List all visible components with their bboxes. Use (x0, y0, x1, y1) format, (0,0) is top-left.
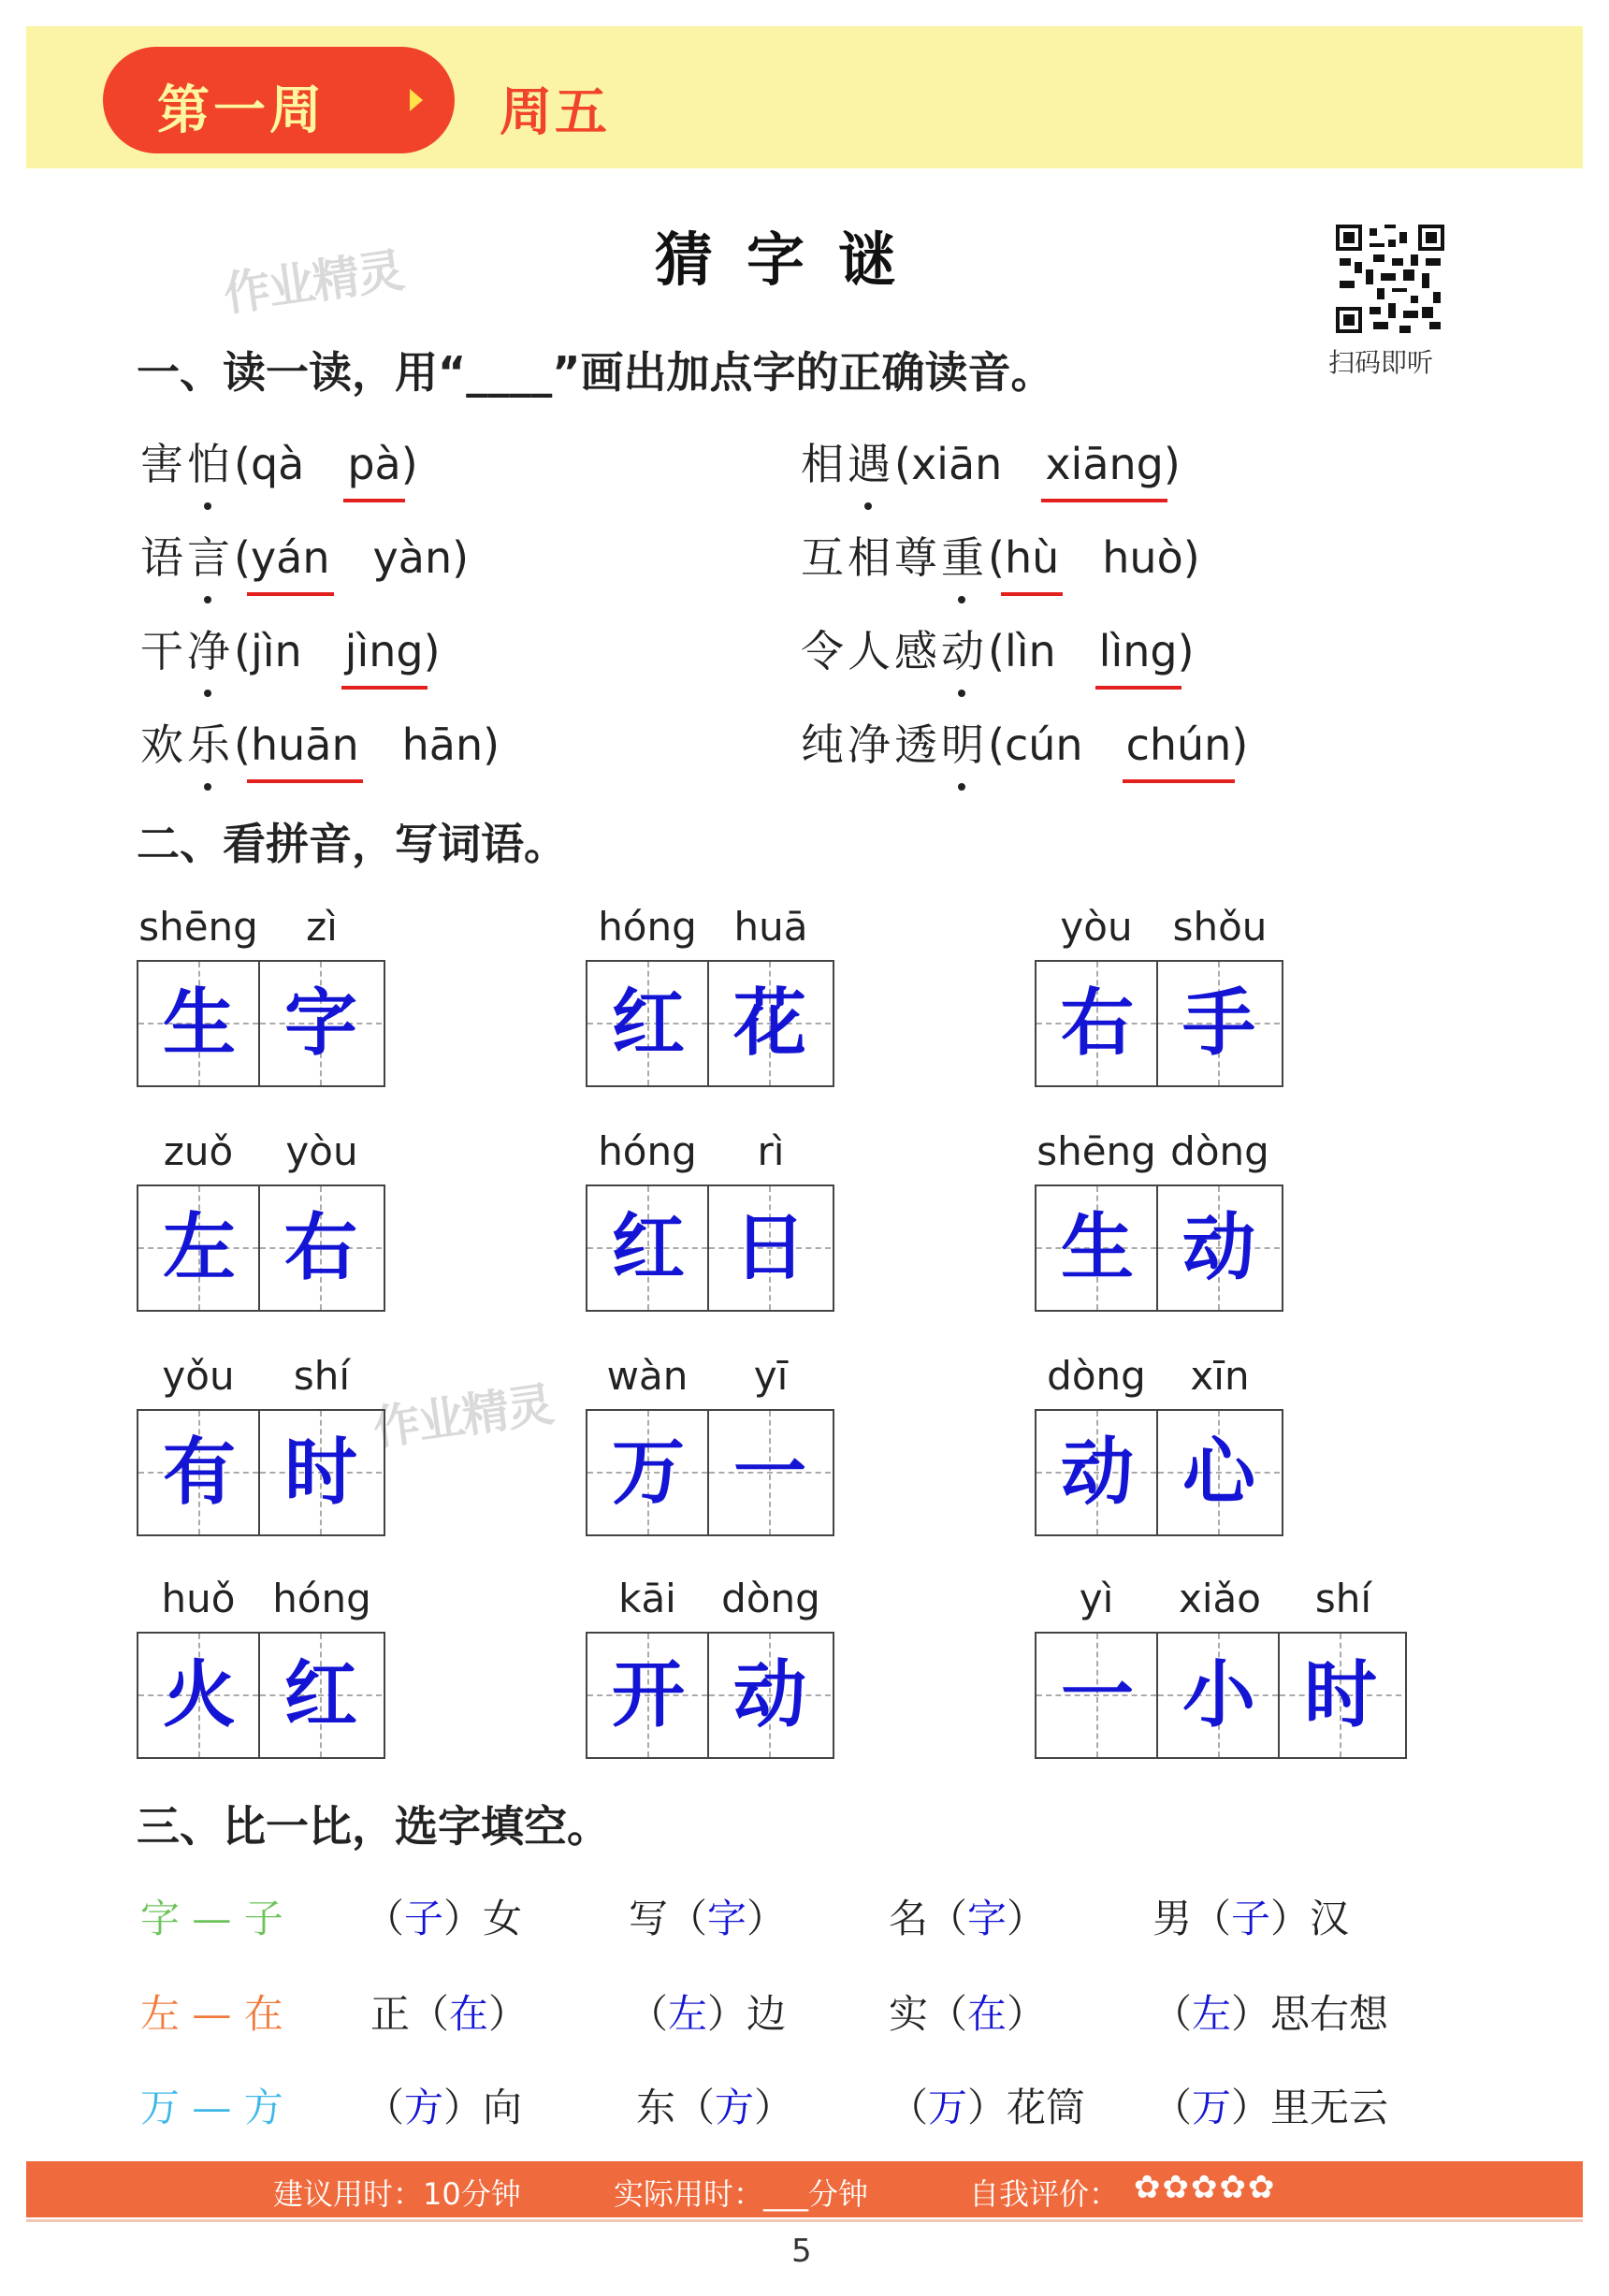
blank-prefix: （ (365, 1896, 405, 1941)
emphasis-dot-icon (864, 502, 872, 510)
written-character: 一 (1060, 1652, 1134, 1737)
writing-cell[interactable] (138, 1411, 260, 1534)
word-text: 相遇 (801, 439, 894, 489)
page-title: 猜字谜 (655, 225, 931, 294)
writing-box[interactable] (1035, 1632, 1407, 1759)
pinyin-choice-item (801, 430, 1181, 492)
blank-prefix: （ (1152, 2085, 1193, 2130)
paren-open: ( (234, 439, 251, 489)
emphasis-dot-icon (958, 596, 965, 603)
blank-answer[interactable]: 在 (449, 1991, 489, 2037)
word-text: 害怕 (140, 439, 234, 489)
pinyin-option[interactable]: qà (250, 439, 305, 489)
pinyin-choice-item (801, 618, 1195, 679)
writing-cell[interactable] (260, 962, 382, 1085)
word-text: 欢乐 (140, 719, 234, 770)
paren-open: ( (234, 532, 251, 583)
pinyin-syllable: shǒu (1172, 904, 1268, 950)
written-character: 生 (1060, 1205, 1134, 1290)
writing-cell[interactable] (1036, 1186, 1158, 1310)
pinyin-syllable: hóng (272, 1576, 371, 1621)
fill-blank (365, 1888, 522, 1944)
word-text: 纯净透明 (801, 719, 988, 770)
pinyin-option[interactable]: lìn (1004, 626, 1056, 676)
writing-cell[interactable] (260, 1411, 382, 1534)
written-character: 手 (1181, 981, 1255, 1066)
writing-box[interactable] (586, 1632, 834, 1759)
written-character: 动 (732, 1652, 806, 1737)
fill-blank (629, 1888, 786, 1944)
writing-cell[interactable] (260, 1634, 382, 1757)
pinyin-option[interactable]: xiān (910, 439, 1003, 489)
paren-close: ) (1163, 439, 1181, 489)
word-text: 语言 (140, 532, 234, 583)
written-character: 红 (611, 981, 685, 1066)
fill-blank (1152, 1984, 1388, 2040)
written-character: 生 (162, 981, 236, 1066)
fill-blank (889, 1888, 1046, 1944)
blank-answer[interactable]: 左 (1192, 1991, 1232, 2037)
blank-prefix: （ (889, 2085, 929, 2130)
pinyin-syllable: shēng (138, 904, 258, 950)
emphasis-dot-icon (204, 502, 211, 510)
section1-title: 一、读一读，用“____”画出加点字的正确读音。 (137, 347, 1054, 398)
pinyin-option[interactable]: jìn (250, 626, 302, 676)
pinyin-syllable: huǒ (161, 1576, 236, 1621)
blank-answer[interactable]: 子 (1231, 1896, 1271, 1941)
week-badge (103, 47, 455, 153)
pinyin-option-selected[interactable]: yán (250, 532, 330, 583)
pinyin-syllable: rì (757, 1128, 785, 1174)
writing-cell[interactable] (587, 1411, 709, 1534)
pinyin-syllable: yòu (1060, 904, 1133, 950)
written-character: 万 (611, 1430, 685, 1515)
character-pair: 字 — 子 (140, 1896, 283, 1941)
pinyin-option[interactable]: huò (1102, 532, 1183, 583)
pinyin-option-selected[interactable]: xiāng (1045, 439, 1164, 489)
written-character: 花 (732, 981, 806, 1066)
character-pair: 左 — 在 (140, 1991, 283, 2037)
pinyin-syllable: hóng (598, 904, 697, 950)
blank-answer[interactable]: 万 (928, 2085, 968, 2130)
pinyin-choice-item (140, 430, 418, 492)
writing-cell[interactable] (587, 1634, 709, 1757)
written-character: 红 (611, 1205, 685, 1290)
blank-answer[interactable]: 子 (404, 1896, 444, 1941)
writing-cell[interactable] (1036, 962, 1158, 1085)
written-character: 右 (1060, 981, 1134, 1066)
week-label: 第一周 (157, 80, 326, 141)
qr-code-icon[interactable] (1336, 225, 1444, 333)
writing-cell[interactable] (1158, 1411, 1280, 1534)
paren-open: ( (234, 719, 251, 770)
emphasis-dot-icon (958, 690, 965, 697)
character-pair: 万 — 方 (140, 2085, 283, 2130)
day-label: 周五 (500, 82, 610, 143)
paren-close: ) (400, 439, 418, 489)
writing-cell[interactable] (1158, 1634, 1280, 1757)
blank-suffix: ） (754, 2085, 794, 2130)
paren-open: ( (234, 626, 251, 676)
written-character: 火 (162, 1652, 236, 1737)
pinyin-syllable: dòng (721, 1576, 820, 1621)
written-character: 红 (283, 1652, 357, 1737)
blank-answer[interactable]: 方 (715, 2085, 755, 2130)
footer-bar (26, 2161, 1583, 2217)
pinyin-syllable: hóng (598, 1128, 697, 1174)
written-character: 心 (1181, 1430, 1255, 1515)
fill-blank (889, 2077, 1085, 2133)
writing-cell[interactable] (260, 1186, 382, 1310)
blank-suffix: ）花筒 (967, 2085, 1086, 2130)
paren-close: ) (452, 532, 470, 583)
section2-title: 二、看拼音，写词语。 (137, 819, 567, 869)
blank-prefix: 东（ (636, 2085, 716, 2130)
blank-suffix: ）女 (443, 1896, 523, 1941)
pinyin-option-selected[interactable]: chún (1125, 719, 1232, 770)
pinyin-option-selected[interactable]: hù (1004, 532, 1060, 583)
word-grid (586, 1128, 833, 1312)
writing-cell[interactable] (1036, 1411, 1158, 1534)
pinyin-syllable: kāi (618, 1576, 676, 1621)
paren-close: ) (1182, 532, 1200, 583)
pinyin-syllable: huā (733, 904, 808, 950)
blank-prefix: 男（ (1152, 1896, 1232, 1941)
writing-box[interactable] (137, 960, 385, 1087)
pinyin-syllable: dòng (1047, 1353, 1146, 1399)
word-grid (137, 1576, 384, 1759)
pinyin-option[interactable]: yàn (372, 532, 453, 583)
writing-box[interactable] (137, 1184, 385, 1312)
blank-prefix: （ (1152, 1991, 1193, 2037)
writing-cell[interactable] (587, 962, 709, 1085)
blank-suffix: ）汉 (1270, 1896, 1350, 1941)
blank-suffix: ）边 (707, 1991, 787, 2037)
blank-suffix: ） (488, 1991, 529, 2037)
play-arrow-icon (410, 89, 423, 111)
pinyin-choice-item (801, 711, 1248, 773)
pinyin-option-selected[interactable]: pà (347, 439, 401, 489)
written-character: 时 (283, 1430, 357, 1515)
suggested-time: 建议用时：10分钟 (273, 2176, 521, 2212)
word-text: 互相尊重 (801, 532, 988, 583)
written-character: 有 (162, 1430, 236, 1515)
pinyin-choice-item (140, 618, 441, 679)
pinyin-option[interactable]: cún (1004, 719, 1083, 770)
blank-answer[interactable]: 在 (967, 1991, 1007, 2037)
writing-box[interactable] (586, 1409, 834, 1536)
blank-answer[interactable]: 字 (707, 1896, 747, 1941)
word-grid (137, 1128, 384, 1312)
blank-prefix: 写（ (629, 1896, 708, 1941)
fill-blank (889, 1984, 1046, 2040)
fill-blank (1152, 2077, 1388, 2133)
section3-title: 三、比一比，选字填空。 (137, 1801, 610, 1852)
pinyin-syllable: yì (1079, 1576, 1114, 1621)
writing-cell[interactable] (1158, 962, 1280, 1085)
word-grid (1035, 1353, 1282, 1536)
writing-box[interactable] (1035, 1184, 1283, 1312)
writing-box[interactable] (137, 1632, 385, 1759)
word-grid (586, 1576, 833, 1759)
blank-prefix: 名（ (889, 1896, 968, 1941)
word-grid (137, 904, 384, 1087)
blank-answer[interactable]: 字 (967, 1896, 1007, 1941)
self-rating-label: 自我评价： (969, 2176, 1120, 2212)
emphasis-dot-icon (204, 596, 211, 603)
blank-prefix: 实（ (889, 1991, 968, 2037)
writing-cell[interactable] (1158, 1186, 1280, 1310)
pinyin-syllable: zuǒ (163, 1128, 234, 1174)
watermark: 作业精灵 (220, 242, 406, 323)
pinyin-syllable: yǒu (162, 1353, 235, 1399)
paren-open: ( (988, 532, 1005, 583)
pinyin-syllable: xīn (1190, 1353, 1250, 1399)
blank-answer[interactable]: 万 (1192, 2085, 1232, 2130)
pinyin-option[interactable]: hān (401, 719, 484, 770)
blank-suffix: ）向 (443, 2085, 523, 2130)
word-grid (137, 1353, 384, 1536)
pinyin-syllable: shí (293, 1353, 351, 1399)
pinyin-choice-item (801, 524, 1200, 586)
writing-cell[interactable] (138, 1634, 260, 1757)
paren-close: ) (1177, 626, 1195, 676)
rating-stars-icon[interactable]: ✿✿✿✿✿ (1134, 2169, 1277, 2206)
writing-cell[interactable] (138, 962, 260, 1085)
written-character: 右 (283, 1205, 357, 1290)
actual-time: 实际用时：___分钟 (614, 2176, 869, 2212)
page-number: 5 (791, 2232, 812, 2270)
word-text: 干净 (140, 626, 234, 676)
writing-cell[interactable] (709, 1411, 831, 1534)
blank-suffix: ）思右想 (1231, 1991, 1389, 2037)
written-character: 字 (283, 981, 357, 1066)
writing-box[interactable] (586, 960, 834, 1087)
footer-divider (26, 2219, 1583, 2222)
pinyin-syllable: yòu (285, 1128, 358, 1174)
writing-cell[interactable] (709, 1634, 831, 1757)
blank-suffix: ） (1007, 1991, 1047, 2037)
emphasis-dot-icon (204, 783, 211, 791)
blank-prefix: 正（ (370, 1991, 450, 2037)
fill-blank (370, 1984, 528, 2040)
written-character: 小 (1181, 1652, 1255, 1737)
writing-cell[interactable] (1036, 1634, 1158, 1757)
writing-cell[interactable] (709, 1186, 831, 1310)
written-character: 动 (1060, 1430, 1134, 1515)
blank-answer[interactable]: 左 (668, 1991, 708, 2037)
fill-blank (629, 1984, 786, 2040)
paren-open: ( (988, 719, 1005, 770)
written-character: 日 (732, 1205, 806, 1290)
fill-blank (1152, 1888, 1349, 1944)
written-character: 动 (1181, 1205, 1255, 1290)
paren-open: ( (894, 439, 911, 489)
written-character: 开 (611, 1652, 685, 1737)
blank-suffix: ）里无云 (1231, 2085, 1389, 2130)
writing-cell[interactable] (138, 1186, 260, 1310)
paren-close: ) (423, 626, 441, 676)
paren-open: ( (988, 626, 1005, 676)
pinyin-syllable: yī (753, 1353, 789, 1399)
word-grid (1035, 1576, 1405, 1759)
written-character: 时 (1303, 1652, 1377, 1737)
pinyin-syllable: shēng (1036, 1128, 1156, 1174)
pinyin-option-selected[interactable]: lìng (1098, 626, 1178, 676)
pinyin-choice-item (140, 711, 500, 773)
writing-box[interactable] (137, 1409, 385, 1536)
pinyin-syllable: dòng (1170, 1128, 1269, 1174)
blank-suffix: ） (747, 1896, 787, 1941)
paren-close: ) (1231, 719, 1249, 770)
blank-prefix: （ (365, 2085, 405, 2130)
pinyin-option-selected[interactable]: jìng (344, 626, 424, 676)
pinyin-syllable: shí (1314, 1576, 1372, 1621)
blank-answer[interactable]: 方 (404, 2085, 444, 2130)
word-text: 令人感动 (801, 626, 988, 676)
paren-close: ) (483, 719, 500, 770)
written-character: 左 (162, 1205, 236, 1290)
pinyin-option-selected[interactable]: huān (250, 719, 359, 770)
writing-cell[interactable] (587, 1186, 709, 1310)
qr-caption: 扫码即听 (1328, 347, 1434, 378)
writing-cell[interactable] (1280, 1634, 1401, 1757)
blank-prefix: （ (629, 1991, 669, 2037)
blank-suffix: ） (1007, 1896, 1047, 1941)
word-grid (586, 1353, 833, 1536)
fill-blank (365, 2077, 522, 2133)
emphasis-dot-icon (958, 783, 965, 791)
writing-box[interactable] (1035, 960, 1283, 1087)
pinyin-syllable: xiǎo (1179, 1576, 1261, 1621)
watermark: 作业精灵 (370, 1376, 556, 1457)
writing-cell[interactable] (709, 962, 831, 1085)
pinyin-choice-item (140, 524, 469, 586)
pinyin-syllable: zì (306, 904, 338, 950)
written-character: 一 (732, 1430, 806, 1515)
writing-box[interactable] (586, 1184, 834, 1312)
emphasis-dot-icon (204, 690, 211, 697)
pinyin-syllable: wàn (606, 1353, 689, 1399)
word-grid (1035, 904, 1282, 1087)
fill-blank (636, 2077, 793, 2133)
writing-box[interactable] (1035, 1409, 1283, 1536)
word-grid (1035, 1128, 1282, 1312)
word-grid (586, 904, 833, 1087)
